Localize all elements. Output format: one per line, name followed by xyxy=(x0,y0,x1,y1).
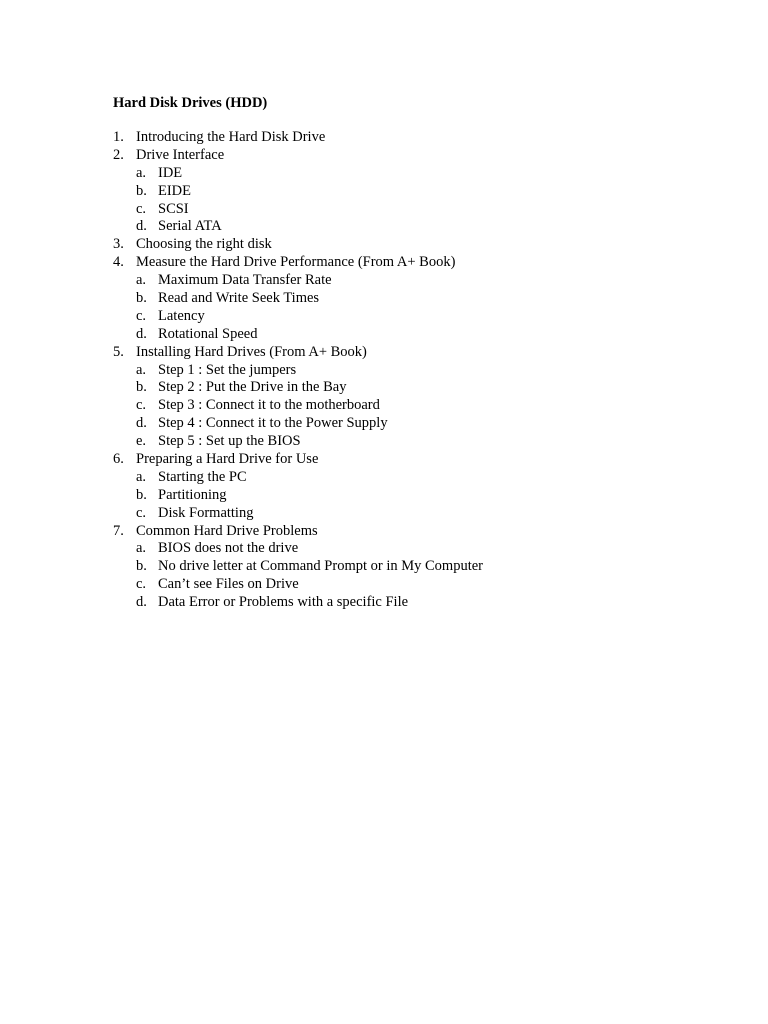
outline-subitem xyxy=(113,218,733,236)
subitem-text: SCSI xyxy=(158,200,189,217)
outline-subitem xyxy=(113,415,733,433)
item-text: Measure the Hard Drive Performance (From A+ Book) xyxy=(136,254,456,271)
subitem-letter: a. xyxy=(136,272,147,289)
subitem-letter: a. xyxy=(136,540,147,557)
outline-subitem xyxy=(113,379,733,397)
subitem-text: Serial ATA xyxy=(158,218,222,235)
subitem-text: Disk Formatting xyxy=(158,504,254,521)
item-number: 7. xyxy=(113,522,124,539)
outline-subitem xyxy=(113,201,733,219)
outline-item xyxy=(113,254,733,272)
subitem-letter: b. xyxy=(136,486,147,503)
item-number: 4. xyxy=(113,254,124,271)
subitem-text: No drive letter at Command Prompt or in My Computer xyxy=(158,558,483,575)
outline-item xyxy=(113,344,733,362)
outline-subitem xyxy=(113,594,733,612)
subitem-text: Latency xyxy=(158,307,205,324)
subitem-text: Can’t see Files on Drive xyxy=(158,576,299,593)
subitem-letter: c. xyxy=(136,397,147,414)
subitem-letter: b. xyxy=(136,290,147,307)
outline-item xyxy=(113,129,733,147)
item-number: 3. xyxy=(113,236,124,253)
outline-item xyxy=(113,451,733,469)
subitem-letter: c. xyxy=(136,504,147,521)
subitem-letter: d. xyxy=(136,415,147,432)
subitem-letter: b. xyxy=(136,379,147,396)
item-text: Common Hard Drive Problems xyxy=(136,522,318,539)
item-text: Drive Interface xyxy=(136,146,225,163)
subitem-text: Step 5 : Set up the BIOS xyxy=(158,433,301,450)
subitem-text: EIDE xyxy=(158,182,192,199)
subitem-letter: d. xyxy=(136,594,147,611)
outline-subitem xyxy=(113,487,733,505)
item-text: Introducing the Hard Disk Drive xyxy=(136,129,326,145)
subitem-letter: a. xyxy=(136,468,147,485)
subitem-text: Maximum Data Transfer Rate xyxy=(158,272,332,289)
subitem-text: BIOS does not the drive xyxy=(158,540,299,557)
outline-subitem xyxy=(113,469,733,487)
subitem-text: IDE xyxy=(158,164,183,181)
subitem-text: Starting the PC xyxy=(158,468,247,485)
outline-subitem xyxy=(113,558,733,576)
outline-item xyxy=(113,523,733,541)
subitem-letter: e. xyxy=(136,433,147,450)
outline-subitem xyxy=(113,272,733,290)
item-number: 6. xyxy=(113,451,124,468)
subitem-text: Partitioning xyxy=(158,486,227,503)
subitem-letter: c. xyxy=(136,307,147,324)
document-title: Hard Disk Drives (HDD) xyxy=(113,95,268,111)
outline-subitem xyxy=(113,576,733,594)
outline-subitem xyxy=(113,183,733,201)
item-text: Choosing the right disk xyxy=(136,236,272,253)
item-number: 1. xyxy=(113,129,124,145)
outline-subitem xyxy=(113,397,733,415)
item-text: Preparing a Hard Drive for Use xyxy=(136,451,319,468)
subitem-letter: c. xyxy=(136,576,147,593)
subitem-letter: d. xyxy=(136,325,147,342)
subitem-letter: b. xyxy=(136,558,147,575)
subitem-text: Step 1 : Set the jumpers xyxy=(158,361,297,378)
subitem-letter: b. xyxy=(136,182,147,199)
subitem-text: Read and Write Seek Times xyxy=(158,290,320,307)
outline-subitem xyxy=(113,290,733,308)
subitem-letter: a. xyxy=(136,361,147,378)
outline-subitem xyxy=(113,362,733,380)
subitem-text: Step 3 : Connect it to the motherboard xyxy=(158,397,380,414)
subitem-text: Step 2 : Put the Drive in the Bay xyxy=(158,379,347,396)
outline-item xyxy=(113,147,733,165)
subitem-text: Data Error or Problems with a specific File xyxy=(158,594,409,611)
subitem-letter: c. xyxy=(136,200,147,217)
outline-subitem xyxy=(113,505,733,523)
subitem-letter: d. xyxy=(136,218,147,235)
subitem-letter: a. xyxy=(136,164,147,181)
outline-subitem xyxy=(113,165,733,183)
outline-item xyxy=(113,236,733,254)
item-text: Installing Hard Drives (From A+ Book) xyxy=(136,343,367,360)
subitem-text: Rotational Speed xyxy=(158,325,258,342)
subitem-text: Step 4 : Connect it to the Power Supply xyxy=(158,415,388,432)
outline-subitem xyxy=(113,326,733,344)
outline-subitem xyxy=(113,540,733,558)
outline-subitem xyxy=(113,308,733,326)
outline-subitem xyxy=(113,433,733,451)
item-number: 2. xyxy=(113,146,124,163)
item-number: 5. xyxy=(113,343,124,360)
outline-list xyxy=(113,129,733,612)
